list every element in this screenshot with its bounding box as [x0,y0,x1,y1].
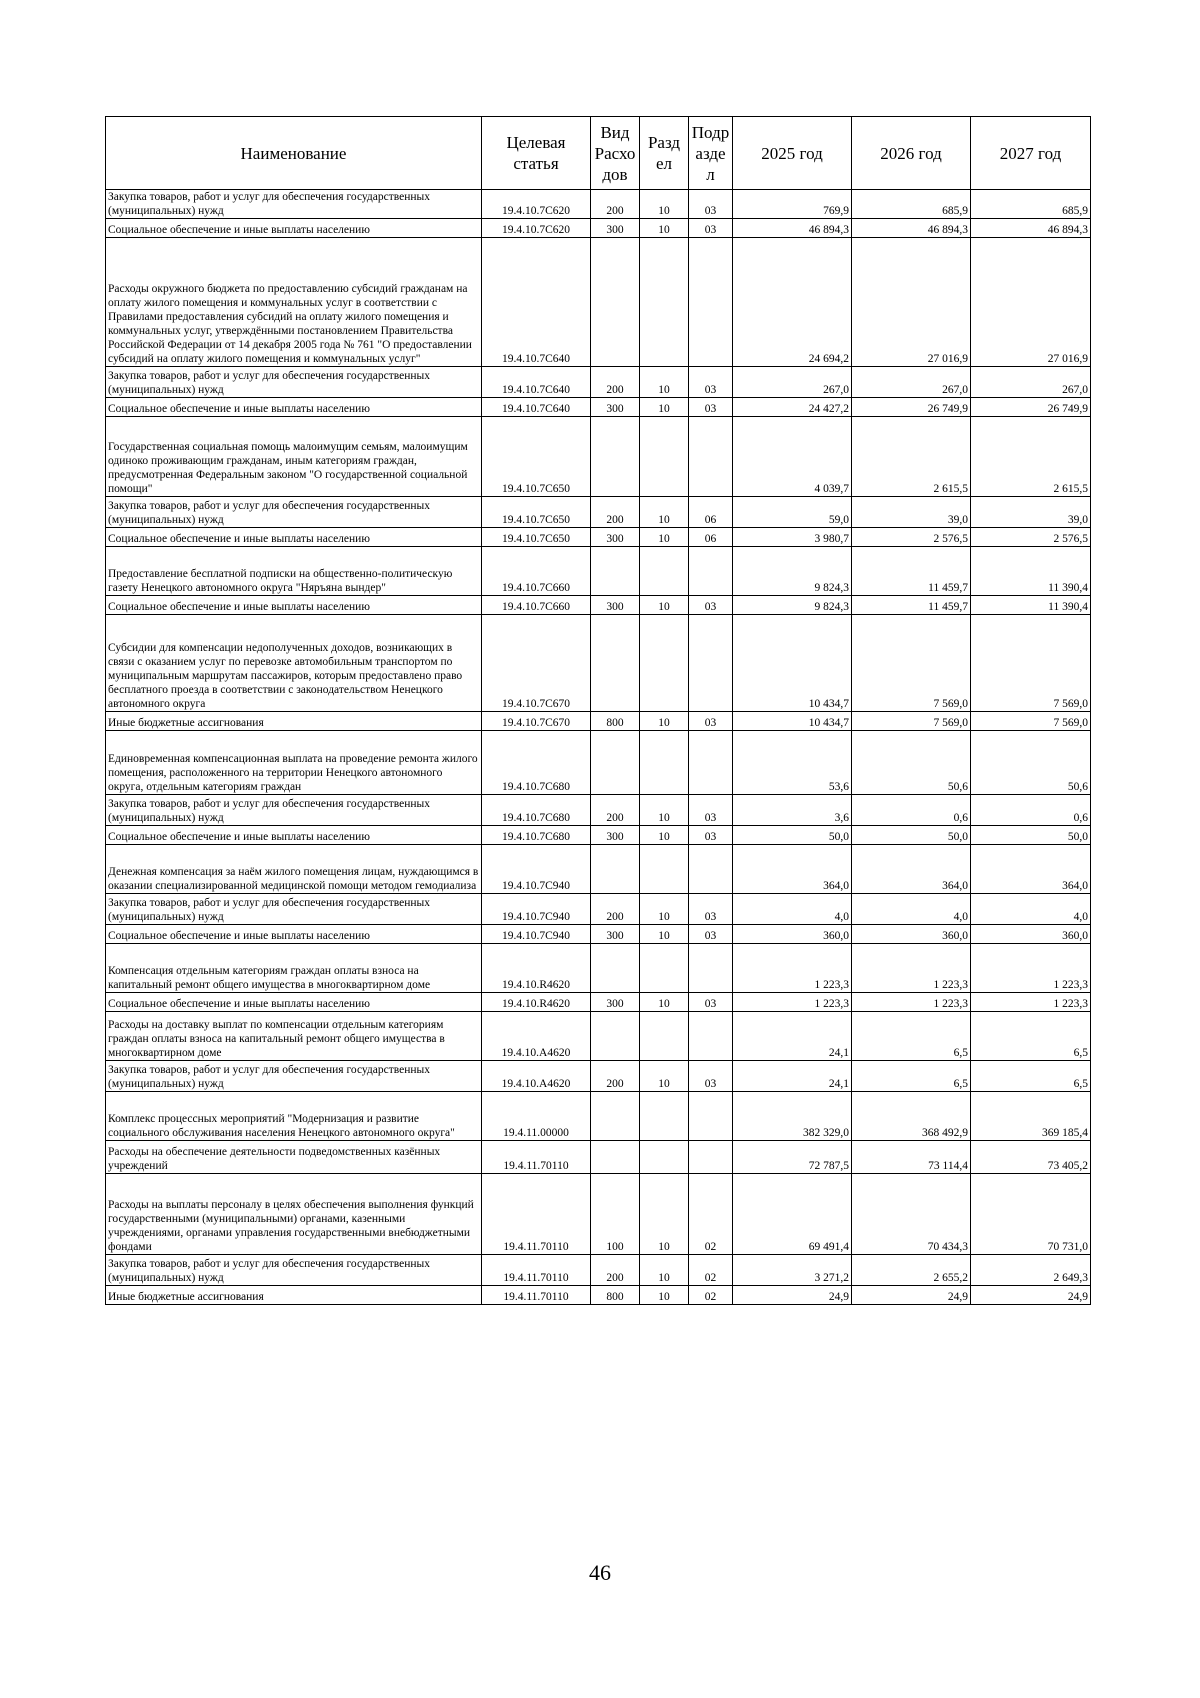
cell-vid: 300 [591,925,640,944]
cell-name: Расходы окружного бюджета по предоставлению субсидий гражданам на оплату жилого помещения и коммунальных услуг в соответствии с Правилами предоставления субсидий на оплату жилого помещения и коммунальных услуг, утверждёнными постановлением Правительства Российской Федерации от 14 декабря 2005 года № 761 "О предоставлении субсидий на оплату жилого помещения и коммунальных услуг" [106,238,482,367]
cell-vid: 800 [591,1286,640,1305]
budget-table [105,116,1091,1305]
cell-vid: 300 [591,219,640,238]
cell-podr [689,1012,733,1061]
cell-podr: 03 [689,925,733,944]
header-2026: 2026 год [852,117,971,190]
cell-code: 19.4.10.7С660 [482,596,591,615]
cell-v2027: 39,0 [971,497,1091,528]
cell-v2027: 11 390,4 [971,547,1091,596]
cell-name: Социальное обеспечение и иные выплаты населению [106,596,482,615]
cell-name: Закупка товаров, работ и услуг для обеспечения государственных (муниципальных) нужд [106,190,482,219]
cell-razd [640,845,689,894]
cell-podr: 06 [689,497,733,528]
cell-code: 19.4.10.7С680 [482,826,591,845]
cell-razd [640,1092,689,1141]
cell-razd: 10 [640,219,689,238]
table-row [106,238,1091,367]
cell-code: 19.4.10.7С640 [482,398,591,417]
cell-v2025: 24,9 [733,1286,852,1305]
cell-v2025: 4 039,7 [733,417,852,497]
cell-name: Социальное обеспечение и иные выплаты населению [106,925,482,944]
cell-vid: 200 [591,894,640,925]
table-row [106,547,1091,596]
cell-v2025: 24,1 [733,1012,852,1061]
cell-razd: 10 [640,925,689,944]
cell-v2025: 1 223,3 [733,944,852,993]
cell-vid: 200 [591,795,640,826]
table-row [106,1286,1091,1305]
cell-name: Комплекс процессных мероприятий "Модернизация и развитие социального обслуживания населения Ненецкого автономного округа" [106,1092,482,1141]
cell-v2027: 50,6 [971,731,1091,795]
cell-vid: 300 [591,596,640,615]
cell-v2025: 769,9 [733,190,852,219]
cell-name: Государственная социальная помощь малоимущим семьям, малоимущим одиноко проживающим гражданам, иным категориям граждан, предусмотренная Федеральным законом "О государственной социальной помощи" [106,417,482,497]
cell-name: Социальное обеспечение и иные выплаты населению [106,826,482,845]
cell-v2027: 7 569,0 [971,712,1091,731]
cell-v2027: 369 185,4 [971,1092,1091,1141]
cell-name: Закупка товаров, работ и услуг для обеспечения государственных (муниципальных) нужд [106,1061,482,1092]
cell-vid [591,615,640,712]
table-row [106,528,1091,547]
cell-v2027: 267,0 [971,367,1091,398]
cell-vid: 300 [591,993,640,1012]
cell-name: Расходы на выплаты персоналу в целях обеспечения выполнения функций государственными (муниципальными) органами, казенными учреждениями, органами управления государственными внебюджетными фондами [106,1174,482,1255]
cell-podr: 06 [689,528,733,547]
cell-razd [640,1012,689,1061]
cell-razd: 10 [640,795,689,826]
cell-name: Закупка товаров, работ и услуг для обеспечения государственных (муниципальных) нужд [106,367,482,398]
cell-razd: 10 [640,993,689,1012]
cell-v2025: 3,6 [733,795,852,826]
cell-vid [591,417,640,497]
cell-name: Социальное обеспечение и иные выплаты населению [106,219,482,238]
cell-v2027: 4,0 [971,894,1091,925]
cell-podr: 03 [689,219,733,238]
cell-name: Расходы на доставку выплат по компенсации отдельным категориям граждан оплаты взноса на капитальный ремонт общего имущества в многоквартирном доме [106,1012,482,1061]
cell-razd [640,944,689,993]
cell-v2026: 0,6 [852,795,971,826]
cell-v2026: 11 459,7 [852,547,971,596]
cell-v2025: 53,6 [733,731,852,795]
table-row [106,596,1091,615]
cell-v2026: 46 894,3 [852,219,971,238]
header-target: Целевая статья [482,117,591,190]
cell-razd: 10 [640,1174,689,1255]
cell-v2025: 50,0 [733,826,852,845]
cell-v2025: 9 824,3 [733,547,852,596]
cell-v2026: 2 655,2 [852,1255,971,1286]
cell-razd [640,615,689,712]
cell-podr: 02 [689,1174,733,1255]
cell-v2027: 2 576,5 [971,528,1091,547]
header-expense-type: Вид Расхо дов [591,117,640,190]
cell-v2026: 7 569,0 [852,712,971,731]
cell-code: 19.4.10.7С940 [482,894,591,925]
cell-vid [591,547,640,596]
cell-v2026: 11 459,7 [852,596,971,615]
cell-razd: 10 [640,367,689,398]
cell-code: 19.4.10.7С640 [482,367,591,398]
cell-v2025: 10 434,7 [733,712,852,731]
cell-podr: 03 [689,894,733,925]
cell-podr: 03 [689,1061,733,1092]
cell-v2027: 0,6 [971,795,1091,826]
cell-code: 19.4.10.7С680 [482,731,591,795]
cell-v2025: 24 427,2 [733,398,852,417]
cell-podr [689,731,733,795]
cell-v2026: 70 434,3 [852,1174,971,1255]
cell-vid: 300 [591,398,640,417]
cell-code: 19.4.10.7С940 [482,845,591,894]
cell-vid [591,944,640,993]
cell-razd: 10 [640,398,689,417]
cell-razd [640,238,689,367]
cell-name: Единовременная компенсационная выплата на проведение ремонта жилого помещения, расположенного на территории Ненецкого автономного округа, отдельным категориям граждан [106,731,482,795]
table-header-row [106,117,1091,190]
table-row [106,1174,1091,1255]
cell-v2027: 6,5 [971,1061,1091,1092]
cell-razd: 10 [640,1061,689,1092]
cell-v2027: 364,0 [971,845,1091,894]
cell-v2025: 360,0 [733,925,852,944]
cell-name: Закупка товаров, работ и услуг для обеспечения государственных (муниципальных) нужд [106,1255,482,1286]
cell-razd: 10 [640,826,689,845]
cell-podr: 03 [689,367,733,398]
cell-podr: 03 [689,596,733,615]
cell-v2026: 27 016,9 [852,238,971,367]
cell-podr [689,615,733,712]
cell-vid [591,845,640,894]
cell-code: 19.4.10.7С650 [482,528,591,547]
cell-v2026: 6,5 [852,1061,971,1092]
cell-code: 19.4.10.А4620 [482,1012,591,1061]
cell-name: Закупка товаров, работ и услуг для обеспечения государственных (муниципальных) нужд [106,497,482,528]
cell-podr: 03 [689,795,733,826]
cell-razd: 10 [640,1286,689,1305]
header-2025: 2025 год [733,117,852,190]
cell-code: 19.4.11.70110 [482,1255,591,1286]
cell-name: Социальное обеспечение и иные выплаты населению [106,528,482,547]
cell-vid: 200 [591,190,640,219]
cell-v2027: 70 731,0 [971,1174,1091,1255]
cell-name: Субсидии для компенсации недополученных доходов, возникающих в связи с оказанием услуг по перевозке автомобильным транспортом по муниципальным маршрутам пассажиров, которым предоставлено право бесплатного проезда в соответствии с законодательством Ненецкого автономного округа [106,615,482,712]
cell-razd: 10 [640,596,689,615]
cell-code: 19.4.10.7С620 [482,190,591,219]
cell-podr [689,547,733,596]
cell-podr: 03 [689,826,733,845]
cell-vid [591,1092,640,1141]
cell-v2025: 3 980,7 [733,528,852,547]
cell-v2025: 382 329,0 [733,1092,852,1141]
cell-podr [689,845,733,894]
cell-v2025: 9 824,3 [733,596,852,615]
cell-v2025: 1 223,3 [733,993,852,1012]
cell-v2026: 4,0 [852,894,971,925]
cell-code: 19.4.11.70110 [482,1286,591,1305]
header-subsection: Подр азде л [689,117,733,190]
cell-vid [591,1141,640,1174]
cell-podr: 03 [689,993,733,1012]
cell-v2026: 267,0 [852,367,971,398]
cell-v2027: 6,5 [971,1012,1091,1061]
cell-v2026: 24,9 [852,1286,971,1305]
table-row [106,219,1091,238]
cell-vid [591,731,640,795]
cell-name: Закупка товаров, работ и услуг для обеспечения государственных (муниципальных) нужд [106,894,482,925]
cell-v2025: 69 491,4 [733,1174,852,1255]
table-row [106,826,1091,845]
table-row [106,417,1091,497]
table-row [106,845,1091,894]
cell-v2026: 2 615,5 [852,417,971,497]
cell-code: 19.4.10.7С940 [482,925,591,944]
cell-v2027: 7 569,0 [971,615,1091,712]
table-row [106,712,1091,731]
cell-razd: 10 [640,712,689,731]
cell-podr: 03 [689,398,733,417]
cell-name: Закупка товаров, работ и услуг для обеспечения государственных (муниципальных) нужд [106,795,482,826]
cell-v2027: 73 405,2 [971,1141,1091,1174]
cell-v2025: 364,0 [733,845,852,894]
cell-podr: 03 [689,712,733,731]
cell-name: Предоставление бесплатной подписки на общественно-политическую газету Ненецкого автономного округа "Няръяна вындер" [106,547,482,596]
cell-v2027: 46 894,3 [971,219,1091,238]
table-row [106,1061,1091,1092]
cell-v2026: 685,9 [852,190,971,219]
cell-v2025: 46 894,3 [733,219,852,238]
cell-vid: 800 [591,712,640,731]
cell-vid [591,238,640,367]
cell-code: 19.4.11.70110 [482,1141,591,1174]
cell-code: 19.4.10.7С670 [482,615,591,712]
table-row [106,1012,1091,1061]
cell-v2027: 2 615,5 [971,417,1091,497]
table-row [106,944,1091,993]
cell-v2026: 50,0 [852,826,971,845]
cell-name: Иные бюджетные ассигнования [106,1286,482,1305]
cell-v2026: 1 223,3 [852,993,971,1012]
cell-v2025: 4,0 [733,894,852,925]
table-row [106,993,1091,1012]
cell-code: 19.4.10.R4620 [482,993,591,1012]
cell-vid: 100 [591,1174,640,1255]
cell-v2026: 1 223,3 [852,944,971,993]
cell-v2027: 50,0 [971,826,1091,845]
cell-vid [591,1012,640,1061]
page-number: 46 [589,1560,611,1585]
cell-v2027: 2 649,3 [971,1255,1091,1286]
table-row [106,894,1091,925]
cell-code: 19.4.10.7С650 [482,497,591,528]
cell-razd: 10 [640,894,689,925]
cell-podr [689,944,733,993]
cell-podr [689,1141,733,1174]
cell-vid: 200 [591,1061,640,1092]
cell-v2027: 11 390,4 [971,596,1091,615]
cell-vid: 200 [591,497,640,528]
cell-v2026: 50,6 [852,731,971,795]
cell-vid: 300 [591,528,640,547]
header-name: Наименование [106,117,482,190]
cell-razd: 10 [640,528,689,547]
cell-vid: 200 [591,1255,640,1286]
cell-v2026: 39,0 [852,497,971,528]
cell-v2025: 24,1 [733,1061,852,1092]
cell-razd [640,417,689,497]
table-body [106,190,1091,1305]
table-row [106,190,1091,219]
cell-v2026: 364,0 [852,845,971,894]
cell-razd: 10 [640,497,689,528]
cell-razd [640,1141,689,1174]
cell-v2027: 685,9 [971,190,1091,219]
cell-name: Социальное обеспечение и иные выплаты населению [106,993,482,1012]
table-row [106,615,1091,712]
table-row [106,795,1091,826]
cell-name: Компенсация отдельным категориям граждан оплаты взноса на капитальный ремонт общего имущества в многоквартирном доме [106,944,482,993]
cell-v2027: 27 016,9 [971,238,1091,367]
cell-name: Иные бюджетные ассигнования [106,712,482,731]
cell-code: 19.4.10.7С640 [482,238,591,367]
cell-v2027: 1 223,3 [971,944,1091,993]
cell-vid: 200 [591,367,640,398]
cell-podr [689,1092,733,1141]
cell-name: Социальное обеспечение и иные выплаты населению [106,398,482,417]
cell-v2026: 368 492,9 [852,1092,971,1141]
table-row [106,1092,1091,1141]
cell-name: Расходы на обеспечение деятельности подведомственных казённых учреждений [106,1141,482,1174]
header-2027: 2027 год [971,117,1091,190]
cell-v2025: 59,0 [733,497,852,528]
cell-v2027: 26 749,9 [971,398,1091,417]
table-row [106,925,1091,944]
cell-code: 19.4.11.70110 [482,1174,591,1255]
cell-code: 19.4.10.А4620 [482,1061,591,1092]
cell-v2026: 26 749,9 [852,398,971,417]
table-row [106,731,1091,795]
cell-razd: 10 [640,190,689,219]
cell-code: 19.4.10.7С670 [482,712,591,731]
cell-podr [689,238,733,367]
cell-code: 19.4.10.7С660 [482,547,591,596]
table-row [106,367,1091,398]
cell-v2026: 2 576,5 [852,528,971,547]
cell-code: 19.4.10.7С650 [482,417,591,497]
cell-vid: 300 [591,826,640,845]
cell-podr: 02 [689,1255,733,1286]
cell-v2027: 24,9 [971,1286,1091,1305]
cell-code: 19.4.11.00000 [482,1092,591,1141]
cell-name: Денежная компенсация за наём жилого помещения лицам, нуждающимся в оказании специализированной медицинской помощи методом гемодиализа [106,845,482,894]
table-row [106,1141,1091,1174]
cell-podr [689,417,733,497]
header-section: Разд ел [640,117,689,190]
cell-code: 19.4.10.7С620 [482,219,591,238]
cell-v2025: 24 694,2 [733,238,852,367]
cell-v2025: 72 787,5 [733,1141,852,1174]
cell-code: 19.4.10.R4620 [482,944,591,993]
cell-podr: 03 [689,190,733,219]
table-row [106,1255,1091,1286]
cell-v2026: 73 114,4 [852,1141,971,1174]
cell-v2027: 360,0 [971,925,1091,944]
cell-v2026: 360,0 [852,925,971,944]
cell-razd: 10 [640,1255,689,1286]
cell-v2027: 1 223,3 [971,993,1091,1012]
table-row [106,398,1091,417]
cell-v2026: 6,5 [852,1012,971,1061]
cell-v2025: 267,0 [733,367,852,398]
cell-razd [640,547,689,596]
cell-v2026: 7 569,0 [852,615,971,712]
cell-razd [640,731,689,795]
cell-v2025: 10 434,7 [733,615,852,712]
table-row [106,497,1091,528]
cell-code: 19.4.10.7С680 [482,795,591,826]
cell-v2025: 3 271,2 [733,1255,852,1286]
cell-podr: 02 [689,1286,733,1305]
